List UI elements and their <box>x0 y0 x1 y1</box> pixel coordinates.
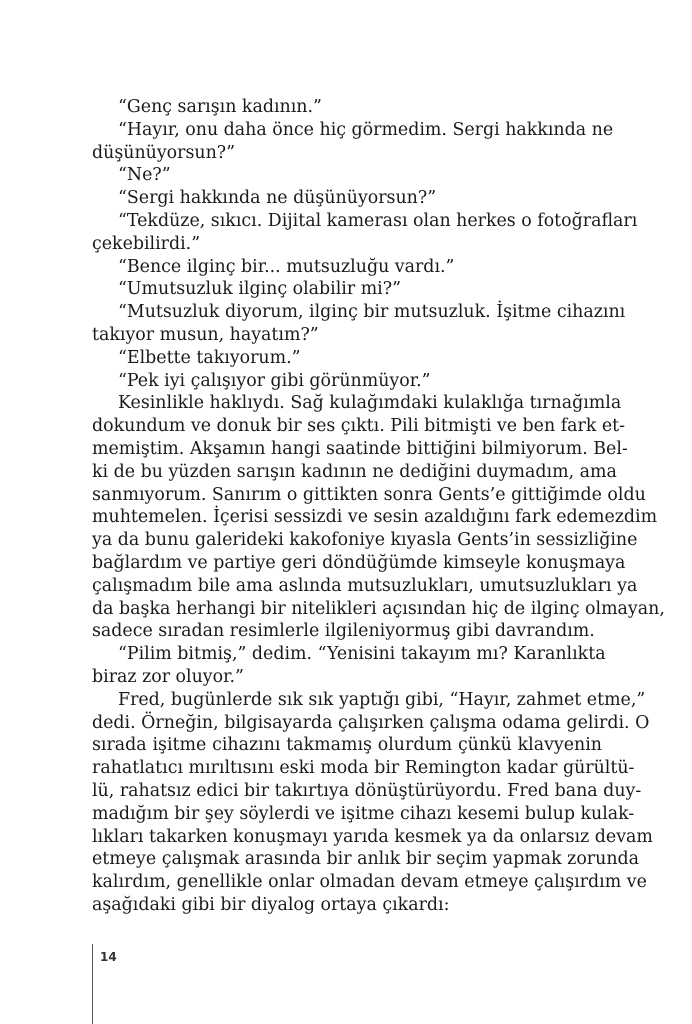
text-line: rahatlatıcı mırıltısını eski moda bir Remington kadar gürültü- <box>92 758 635 779</box>
text-line: da başka herhangi bir nitelikleri açısından hiç de ilginç olmayan, <box>92 598 665 619</box>
text-line: düşünüyorsun?” <box>92 142 236 163</box>
text-line: sanmıyorum. Sanırım o gittikten sonra Gents’e gittiğimde oldu <box>92 484 646 505</box>
text-line: “Hayır, onu daha önce hiç görmedim. Sergi hakkında ne <box>118 119 614 140</box>
text-line: takıyor musun, hayatım?” <box>92 324 319 345</box>
text-line: “Bence ilginç bir... mutsuzluğu vardı.” <box>118 256 455 277</box>
text-line: “Tekdüze, sıkıcı. Dijital kamerası olan herkes o fotoğrafları <box>118 210 638 231</box>
text-line: dokundum ve donuk bir ses çıktı. Pili bitmişti ve ben fark et- <box>92 416 626 437</box>
text-line: muhtemelen. İçerisi sessizdi ve sesin azaldığını fark edemezdim <box>92 507 658 528</box>
text-line: “Mutsuzluk diyorum, ilginç bir mutsuzluk. İşitme cihazını <box>118 302 626 323</box>
body-text <box>92 96 665 917</box>
text-line: etmeye çalışmak arasında bir anlık bir seçim yapmak zorunda <box>92 849 640 870</box>
text-line: ki de bu yüzden sarışın kadının ne dediğini duymadım, ama <box>92 461 617 482</box>
text-line: “Pek iyi çalışıyor gibi görünmüyor.” <box>118 370 431 391</box>
text-line: dedi. Örneğin, bilgisayarda çalışırken çalışma odama gelirdi. O <box>92 712 650 733</box>
text-line: ya da bunu galerideki kakofoniye kıyasla Gents’in sessizliğine <box>92 530 638 551</box>
text-line: sırada işitme cihazını takmamış olurdum çünkü klavyenin <box>92 735 602 756</box>
page-number: 14 <box>100 950 117 964</box>
text-line: “Pilim bitmiş,” dedim. “Yenisini takayım mı? Karanlıkta <box>118 644 606 665</box>
text-line: çalışmadım bile ama aslında mutsuzlukları, umutsuzlukları ya <box>92 575 638 596</box>
text-line: Kesinlikle haklıydı. Sağ kulağımdaki kulaklığa tırnağımla <box>118 393 622 414</box>
text-line: lıkları takarken konuşmayı yarıda kesmek ya da onlarsız devam <box>92 826 653 847</box>
text-line: “Ne?” <box>118 165 171 186</box>
text-line: aşağıdaki gibi bir diyalog ortaya çıkardı: <box>92 894 450 915</box>
text-line: “Sergi hakkında ne düşünüyorsun?” <box>118 188 437 209</box>
text-line: memiştim. Akşamın hangi saatinde bittiğini bilmiyorum. Bel- <box>92 438 628 459</box>
text-line: biraz zor oluyor.” <box>92 666 244 687</box>
text-line: “Elbette takıyorum.” <box>118 347 301 368</box>
text-line: madığım bir şey söylerdi ve işitme cihazı kesemi bulup kulak- <box>92 803 635 824</box>
margin-rule <box>92 944 93 1024</box>
text-line: Fred, bugünlerde sık sık yaptığı gibi, “Hayır, zahmet etme,” <box>118 689 646 710</box>
text-line: “Umutsuzluk ilginç olabilir mi?” <box>118 279 401 300</box>
text-line: “Genç sarışın kadının.” <box>118 97 322 117</box>
text-line: bağlardım ve partiye geri döndüğümde kimseyle konuşmaya <box>92 552 626 573</box>
text-line: kalırdım, genellikle onlar olmadan devam etmeye çalışırdım ve <box>92 872 647 893</box>
text-line: çekebilirdi.” <box>92 233 201 254</box>
text-line: sadece sıradan resimlerle ilgileniyormuş gibi davrandım. <box>92 621 595 642</box>
text-line: lü, rahatsız edici bir takırtıya dönüştürüyordu. Fred bana duy- <box>92 780 642 801</box>
